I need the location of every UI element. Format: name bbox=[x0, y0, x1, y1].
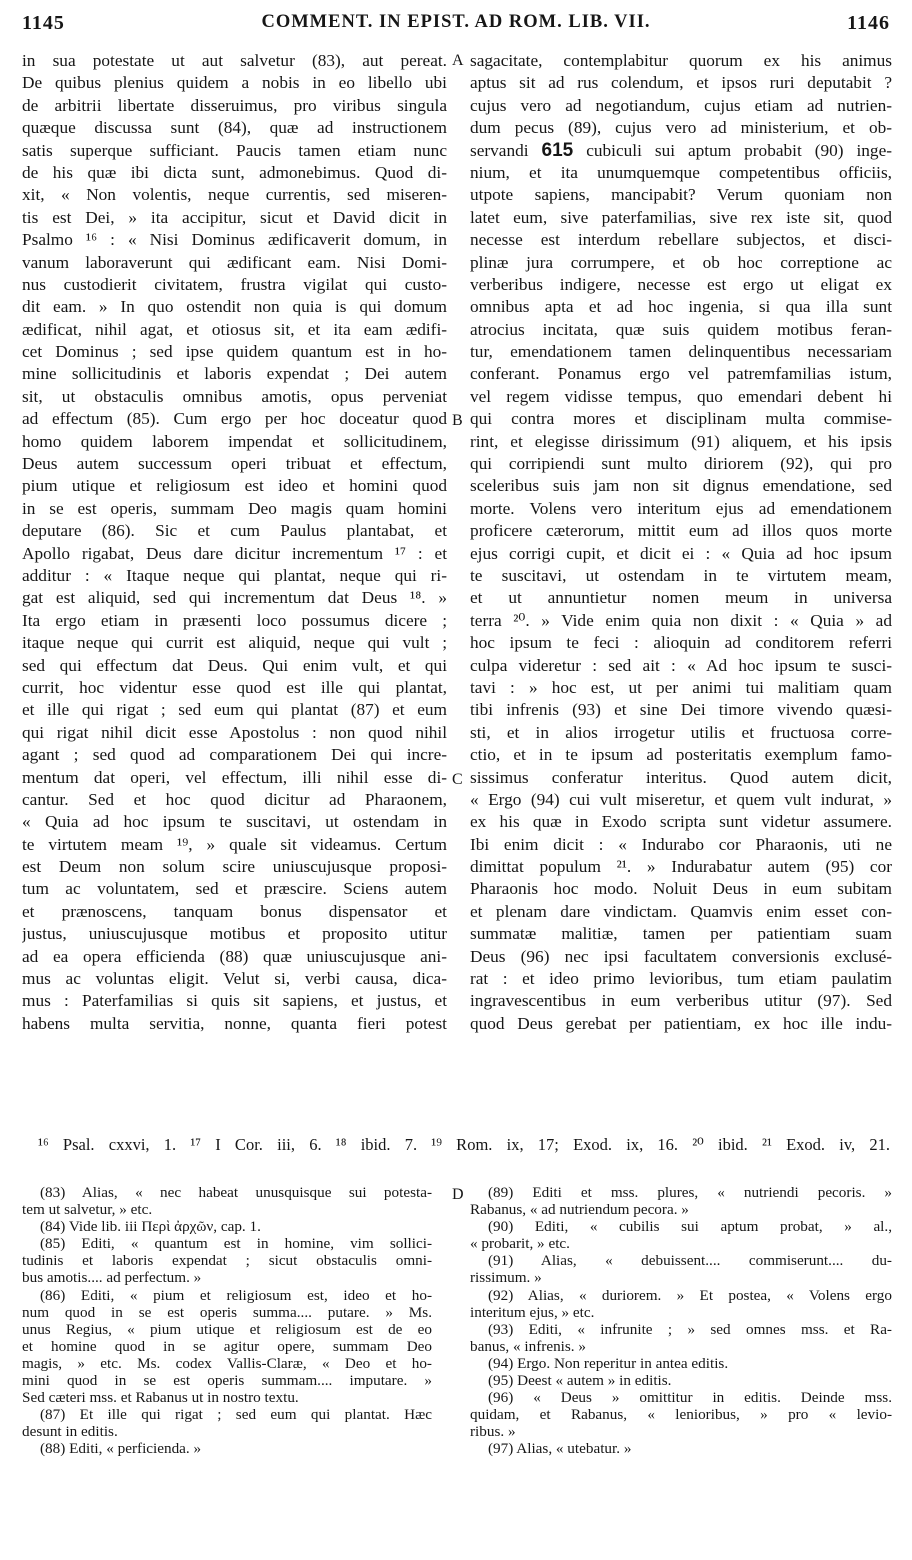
text-line: Ibi enim dicit : « Indurabo cor Pharaonis, uti ne bbox=[470, 834, 892, 854]
text-line: te suscitavi, ut ostendam in te virtutem meam, bbox=[470, 565, 892, 585]
text-line: tibi infrenis (93) et sine Dei timore vivendo quæsi- bbox=[470, 700, 892, 720]
text-line: qui contra mores et disciplinam multa commise- bbox=[470, 409, 892, 429]
text-line: in sua potestate ut aut salvetur (83), aut pereat. bbox=[22, 51, 447, 70]
text-line: ædificat, nihil agat, et otiosus sit, et ita eam ædifi- bbox=[22, 319, 447, 339]
margin-letter-c: C bbox=[452, 771, 463, 788]
text-line: summatæ malitiæ, tamen per patientiam suam bbox=[470, 924, 892, 944]
text-line: hoc ipsum te feci : alioquin ad conditorem referri bbox=[470, 633, 892, 653]
text-fragment: servandi bbox=[470, 140, 529, 160]
text-line: itaque neque qui currit est aliquid, neque qui vult ; bbox=[22, 633, 447, 653]
text-line: quæque discussa sunt (84), quæ ad instructionem bbox=[22, 118, 447, 138]
text-line: tavi : » hoc est, ut per animi tui malitiam quam bbox=[470, 677, 892, 697]
text-line: omnibus apta et ad hoc ingenia, si qua illa sunt bbox=[470, 297, 892, 317]
running-title: COMMENT. IN EPIST. AD ROM. LIB. VII. bbox=[261, 12, 651, 32]
text-line: vel regem vidisse tempus, quo emendari debent hi bbox=[470, 386, 892, 406]
text-line: quod Deus gerebat per patientiam, ex hoc ille indu- bbox=[470, 1013, 892, 1033]
text-line: mentum dat operi, vel effectum, illi nihil esse di- bbox=[22, 767, 447, 787]
text-line: currit, hoc videntur esse quod est ille qui plantat, bbox=[22, 677, 447, 697]
column-number: 615 bbox=[541, 139, 574, 161]
note-line: Sed cæteri mss. et Rabanus ut in nostro textu. bbox=[22, 1389, 299, 1407]
note-line: (94) Ergo. Non reperitur in antea editis. bbox=[488, 1354, 729, 1372]
text-line: Ita ergo etiam in præsenti loco possumus dicere ; bbox=[22, 610, 447, 630]
text-line: tum ac voluntatem, sed et præscire. Sciens autem bbox=[22, 879, 447, 899]
note-line: (92) Alias, « duriorem. » Et postea, « Volens ergo bbox=[488, 1286, 892, 1304]
text-line: xit, « Non volentis, neque currentis, sed miseren- bbox=[22, 185, 447, 205]
text-line: Psalmo ¹⁶ : « Nisi Dominus ædificaverit domum, in bbox=[22, 230, 447, 250]
note-line: (91) Alias, « debuissent.... commiserunt.... du- bbox=[488, 1252, 892, 1270]
margin-letter-d: D bbox=[452, 1186, 464, 1203]
text-line: nus custodierit civitatem, frustra vigilat qui custo- bbox=[22, 274, 447, 294]
text-line: necesse est interdum rebellare subjectos, et disci- bbox=[470, 230, 892, 250]
note-line: Rabanus, « ad nutriendum pecora. » bbox=[470, 1201, 689, 1219]
note-line: (84) Vide lib. iii Περὶ ἀρχῶν, cap. 1. bbox=[40, 1218, 261, 1236]
text-line: cet Dominus ; sed ipse quidem quantum est in ho- bbox=[22, 342, 447, 362]
variant-notes-right bbox=[470, 1184, 892, 1458]
text-line: deputare (86). Sic et cum Paulus plantabat, et bbox=[22, 521, 447, 541]
text-line: ingravescentibus in eum verberibus utitur (97). Sed bbox=[470, 991, 892, 1011]
text-line: aptus sit ad rus colendum, et ipsos ruri deputabit ? bbox=[470, 73, 892, 93]
text-line: et plenam dare vindictam. Quamvis enim esset con- bbox=[470, 901, 892, 921]
text-line: utpote sapiens, mancipabit? Verum quoniam non bbox=[470, 185, 892, 205]
text-line: « Quia ad hoc ipsum te suscitavi, ut ostendam in bbox=[22, 812, 447, 832]
text-line: mine sollicitudinis et laboris expendat ; Dei autem bbox=[22, 364, 447, 384]
text-line: et ille qui rigat ; sed eum qui plantat (87) et eum bbox=[22, 700, 447, 720]
note-line: (88) Editi, « perficienda. » bbox=[40, 1440, 202, 1458]
note-line: ribus. » bbox=[470, 1423, 516, 1441]
text-line: nium, et ita unumquemque competentibus officiis, bbox=[470, 162, 892, 182]
text-line: proficere cæterorum, mittit eum ad illos quos morte bbox=[470, 521, 892, 541]
text-line: in se est operis, summam Deo magis quam homini bbox=[22, 498, 447, 518]
text-line: vanum laboraverunt qui ædificant eam. Nisi Domi- bbox=[22, 252, 447, 272]
left-column bbox=[22, 50, 447, 1035]
text-line: conferant. Ponamus ergo vel patremfamilias istum, bbox=[470, 364, 892, 384]
text-line: tis est Dei, » ita accipitur, sicut et David dicit in bbox=[22, 207, 447, 227]
text-line: Deus autem successum operi tribuat et effectum, bbox=[22, 454, 447, 474]
text-line: ctio, et in te ipsum ad posteritatis exemplum famo- bbox=[470, 745, 892, 765]
note-line: magis, » etc. Ms. codex Vallis-Claræ, « Deo et ho- bbox=[22, 1354, 432, 1372]
text-line: et prænoscens, tanquam bonus dispensator et bbox=[22, 901, 447, 921]
note-line: (95) Deest « autem » in editis. bbox=[488, 1372, 672, 1390]
note-line: unus Regius, « pium utique et religiosum est de eo bbox=[22, 1320, 432, 1338]
text-line: terra ²⁰. » Vide enim quia non dixit : « Quia » ad bbox=[470, 610, 892, 630]
text-line: qui rigat nihil dicit esse Apostolus : non quod nihil bbox=[22, 722, 447, 742]
text-line: De quibus plenius quidem a nobis in eo libello ubi bbox=[22, 73, 447, 93]
text-line: qui corripiendi sunt multo diriorem (92), qui pro bbox=[470, 454, 892, 474]
text-line: sagacitate, contemplabitur quorum ex his animus bbox=[470, 51, 892, 70]
text-line: et ut annuntietur nomen meum in universa bbox=[470, 588, 892, 608]
margin-letter-a: A bbox=[452, 52, 464, 69]
note-line: (89) Editi et mss. plures, « nutriendi pecoris. » bbox=[488, 1184, 892, 1201]
text-line: justus, uniuscujusque motibus et proposito utitur bbox=[22, 924, 447, 944]
text-line: Deus (96) nec ipsi facultatem conversionis exclusé- bbox=[470, 946, 892, 966]
text-line: morte. Volens vero interitum ejus ad emendationem bbox=[470, 498, 892, 518]
note-line: mini quod in se est operis summam.... imputare. » bbox=[22, 1372, 432, 1390]
text-line: cantur. Sed et hoc quod dicitur ad Pharaonem, bbox=[22, 789, 447, 809]
text-line: homo quidem laborem impendat et sollicitudinem, bbox=[22, 431, 447, 451]
note-line: (96) « Deus » omittitur in editis. Deinde mss. bbox=[488, 1389, 892, 1407]
note-line: (97) Alias, « utebatur. » bbox=[488, 1440, 632, 1458]
running-header bbox=[22, 12, 890, 42]
text-line: habens multa servitia, nonne, quanta fieri potest bbox=[22, 1013, 447, 1033]
note-line: quidam, et Rabanus, « lenioribus, » pro « levio- bbox=[470, 1406, 892, 1424]
text-line: cujus vero ad negotiandum, cujus etiam ad nutrien- bbox=[470, 95, 892, 115]
text-line: te virtutem meam ¹⁹, » quale sit videamus. Certum bbox=[22, 834, 447, 854]
text-line: est Deum non solum scire uniuscujusque proposi- bbox=[22, 857, 447, 877]
note-line: tem ut salvetur, » etc. bbox=[22, 1201, 153, 1219]
text-line: dit eam. » In quo ostendit non quia is qui domum bbox=[22, 297, 447, 317]
text-line: rint, et elegisse dirissimum (91) aliquem, et his ipsis bbox=[470, 431, 892, 451]
note-line: (87) Et ille qui rigat ; sed eum qui plantat. Hæc bbox=[40, 1406, 432, 1424]
text-line: gat est aliquid, sed qui incrementum dat Deus ¹⁸. » bbox=[22, 588, 447, 608]
text-line: sceleribus suis jam non sit dignus emendatione, sed bbox=[470, 476, 892, 496]
text-line: dimittat populum ²¹. » Indurabatur autem (95) cor bbox=[470, 857, 892, 877]
text-line: Pharaonis hoc modo. Noluit Deus in eum subitam bbox=[470, 879, 892, 899]
page-number-right: 1146 bbox=[847, 12, 890, 34]
text-line: agant ; sed quod ad comparationem Dei qui incre- bbox=[22, 745, 447, 765]
note-line: tudinis et laboris expendat ; sicut obstaculis omni- bbox=[22, 1252, 432, 1270]
note-line: bus amotis.... ad perfectum. » bbox=[22, 1269, 202, 1287]
note-line: (83) Alias, « nec habeat unusquisque sui potesta- bbox=[40, 1184, 432, 1201]
text-line: sti, et in alios irrogetur utilis et fructuosa corre- bbox=[470, 722, 892, 742]
note-line: num quod in se est operis summa.... putare. » Ms. bbox=[22, 1303, 432, 1321]
text-line: culpa videretur : sed ait : « Ad hoc ipsum te susci- bbox=[470, 655, 892, 675]
text-line: pium utique et religiosum est ideo et homini quod bbox=[22, 476, 447, 496]
note-line: « probarit, » etc. bbox=[470, 1235, 570, 1253]
text-line: verberibus indigere, necesse est ergo ut eligat ex bbox=[470, 274, 892, 294]
note-line: et homine quod in se agitur opere, summam Deo bbox=[22, 1337, 432, 1355]
note-line: (86) Editi, « pium et religiosum est, ideo et ho- bbox=[40, 1286, 432, 1304]
text-line: latet eum, sive paterfamilias, sive rex iste sit, quod bbox=[470, 207, 892, 227]
note-line: rissimum. » bbox=[470, 1269, 542, 1287]
margin-letter-b: B bbox=[452, 412, 463, 429]
text-line: ad ea opera efficienda (88) quæ uniuscujusque ani- bbox=[22, 946, 447, 966]
note-line: (93) Editi, « infrunite ; » sed omnes mss. et Ra- bbox=[488, 1320, 892, 1338]
text-line: tur, emendationem tamen delinquentibus necessariam bbox=[470, 342, 892, 362]
text-line: atrocius incitata, quæ suis quidem motibus feran- bbox=[470, 319, 892, 339]
variant-notes-left bbox=[22, 1184, 432, 1458]
note-line: banus, « infrenis. » bbox=[470, 1337, 586, 1355]
text-line: additur : « Itaque neque qui plantat, neque qui ri- bbox=[22, 565, 447, 585]
text-line: mus ac voluntas eligit. Velut si, verbi causa, dica- bbox=[22, 969, 447, 989]
text-line: Apollo rigabat, Deus dare dicitur incrementum ¹⁷ : et bbox=[22, 543, 447, 563]
right-column bbox=[470, 50, 892, 1035]
note-line: (85) Editi, « quantum est in homine, vim sollici- bbox=[40, 1235, 432, 1253]
page-number-left: 1145 bbox=[22, 12, 65, 34]
text-line: satis superque sufficiant. Paucis tamen etiam nunc bbox=[22, 140, 447, 160]
text-line: plinæ jura corrumpere, et ob hoc correptione ac bbox=[470, 252, 892, 272]
text-line: ad effectum (85). Cum ergo per hoc doceatur quod bbox=[22, 409, 447, 429]
text-line: dum pecus (89), cujus vero ad ministerium, et ob- bbox=[470, 118, 892, 138]
note-line: interitum ejus, » etc. bbox=[470, 1303, 595, 1321]
note-line: (90) Editi, « cubilis sui aptum probat, » al., bbox=[488, 1218, 892, 1236]
text-line: de his quæ ibi dicta sunt, admonebimus. Quod di- bbox=[22, 162, 447, 182]
text-line: ejus corrigi cupit, et dicit ei : « Quia ad hoc ipsum bbox=[470, 543, 892, 563]
text-line: mus : Paterfamilias si quis sit sapiens, et justus, et bbox=[22, 991, 447, 1011]
text-line: sed qui effectum dat Deus. Qui enim vult, et qui bbox=[22, 655, 447, 675]
text-fragment: cubiculi sui aptum probabit (90) inge- bbox=[586, 140, 892, 160]
text-line: sissimus conferatur interitus. Quod autem dicit, bbox=[470, 767, 892, 787]
text-line: sit, ut obstaculis omnibus amotis, opus perveniat bbox=[22, 386, 447, 406]
text-line bbox=[470, 140, 892, 162]
footnote-references: ¹⁶ Psal. cxxvi, 1. ¹⁷ I Cor. iii, 6. ¹⁸ ibid. 7. ¹⁹ Rom. ix, 17; Exod. ix, 16. ²⁰ ibid. ²¹ Exod. iv, 21. bbox=[38, 1135, 890, 1154]
note-line: desunt in editis. bbox=[22, 1423, 118, 1441]
text-line: « Ergo (94) cui vult miseretur, et quem vult indurat, » bbox=[470, 789, 892, 809]
text-line: de arbitrii libertate disseruimus, pro viribus singula bbox=[22, 95, 447, 115]
text-line: ex his quæ in Exodo scripta sunt videtur assumere. bbox=[470, 812, 892, 832]
text-line: rat : et ideo primo levioribus, tum etiam paulatim bbox=[470, 969, 892, 989]
